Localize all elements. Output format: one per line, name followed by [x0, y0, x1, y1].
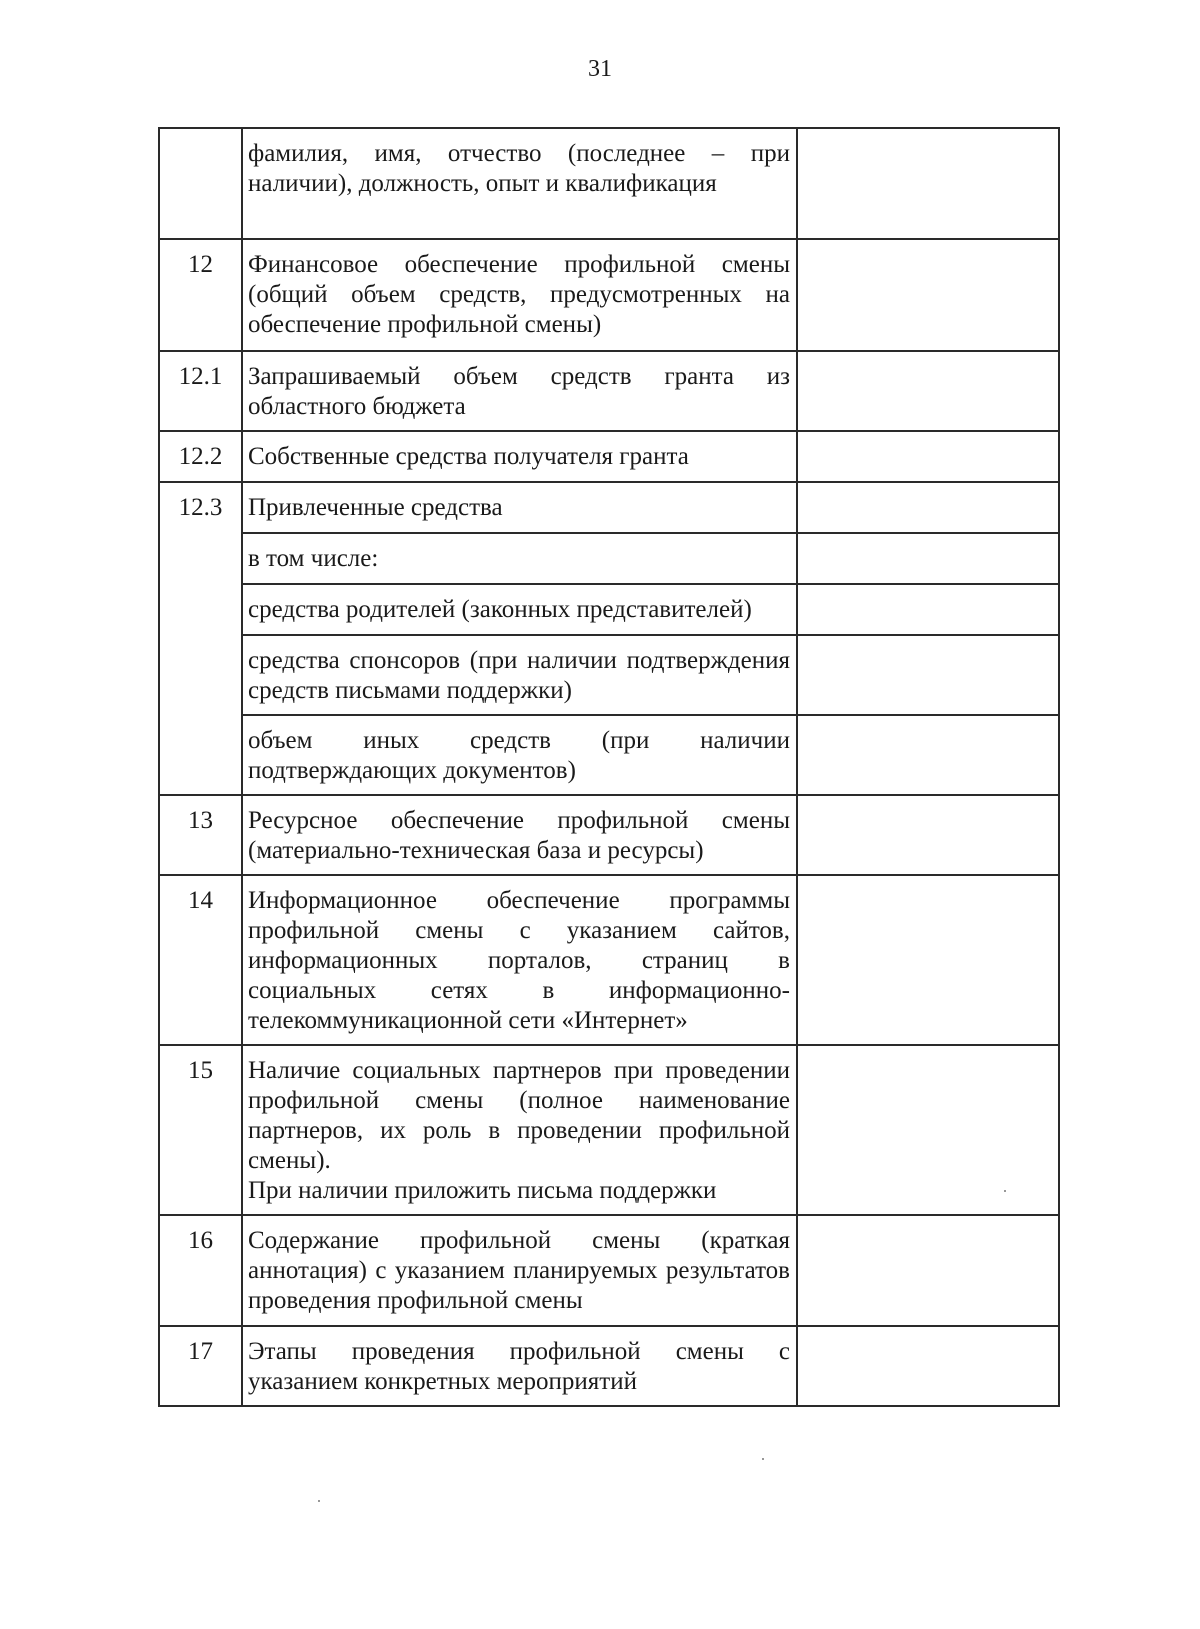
table-row: [159, 1215, 1059, 1326]
row-label-cell: объем иных средств (при наличии подтверждающих документов): [242, 715, 797, 795]
row-value-cell[interactable]: [797, 239, 1059, 351]
row-label-cell: Собственные средства получателя гранта: [242, 431, 797, 482]
row-number-cell: 16: [159, 1215, 242, 1326]
row-number-cell: 17: [159, 1326, 242, 1406]
row-label-cell: Этапы проведения профильной смены с указанием конкретных мероприятий: [242, 1326, 797, 1406]
row-number-cell: 14: [159, 875, 242, 1045]
row-value-cell[interactable]: [797, 795, 1059, 875]
row-value-cell[interactable]: [797, 584, 1059, 635]
scan-speck: [318, 1500, 320, 1502]
row-label-text: Наличие социальных партнеров при проведении профильной смены (полное наименование партнеров, их роль в проведении профильной смены).: [248, 1057, 790, 1174]
row-number-cell: 13: [159, 795, 242, 875]
page-number: 31: [588, 56, 612, 82]
table-row: [159, 795, 1059, 875]
row-value-cell[interactable]: [797, 1045, 1059, 1215]
row-value-cell[interactable]: [797, 875, 1059, 1045]
row-number-cell: 12.1: [159, 351, 242, 431]
table-row: [159, 1326, 1059, 1406]
row-value-cell[interactable]: [797, 482, 1059, 533]
row-label-cell: Содержание профильной смены (краткая аннотация) с указанием планируемых результатов проведения профильной смены: [242, 1215, 797, 1326]
row-number-cell: 15: [159, 1045, 242, 1215]
row-value-cell[interactable]: [797, 715, 1059, 795]
scan-speck: [1004, 1190, 1006, 1192]
table-row: [159, 431, 1059, 482]
row-label-cell: [242, 1045, 797, 1215]
row-value-cell[interactable]: [797, 431, 1059, 482]
row-number-cell: [159, 128, 242, 239]
row-value-cell[interactable]: [797, 351, 1059, 431]
row-label-cell: Информационное обеспечение программы профильной смены с указанием сайтов, информационных порталов, страниц в социальных сетях в информационно-телекоммуникационной сети «Интернет»: [242, 875, 797, 1045]
application-form-table: [158, 127, 1060, 1407]
row-label-cell: средства родителей (законных представителей): [242, 584, 797, 635]
table-row: [159, 635, 1059, 715]
row-value-cell[interactable]: [797, 533, 1059, 584]
table-row: [159, 351, 1059, 431]
row-number-cell: 12.3: [159, 482, 242, 795]
table-row: [159, 715, 1059, 795]
row-value-cell[interactable]: [797, 1215, 1059, 1326]
table-row: [159, 584, 1059, 635]
row-label-cell: Запрашиваемый объем средств гранта из областного бюджета: [242, 351, 797, 431]
row-label-cell: фамилия, имя, отчество (последнее – при наличии), должность, опыт и квалификация: [242, 128, 797, 239]
row-label-cell: в том числе:: [242, 533, 797, 584]
row-number-cell: 12: [159, 239, 242, 351]
row-number-cell: 12.2: [159, 431, 242, 482]
row-label-cell: Финансовое обеспечение профильной смены (общий объем средств, предусмотренных на обеспечение профильной смены): [242, 239, 797, 351]
row-label-note: При наличии приложить письма поддержки: [248, 1177, 717, 1204]
scan-speck: [762, 1458, 764, 1460]
table-row: [159, 875, 1059, 1045]
table-row: [159, 533, 1059, 584]
row-value-cell[interactable]: [797, 635, 1059, 715]
table-row: [159, 482, 1059, 533]
table-row: [159, 128, 1059, 239]
row-label-cell: средства спонсоров (при наличии подтверждения средств письмами поддержки): [242, 635, 797, 715]
row-value-cell[interactable]: [797, 128, 1059, 239]
row-label-cell: Ресурсное обеспечение профильной смены (материально-техническая база и ресурсы): [242, 795, 797, 875]
row-label-cell: Привлеченные средства: [242, 482, 797, 533]
row-value-cell[interactable]: [797, 1326, 1059, 1406]
table-row: [159, 239, 1059, 351]
table-row: [159, 1045, 1059, 1215]
